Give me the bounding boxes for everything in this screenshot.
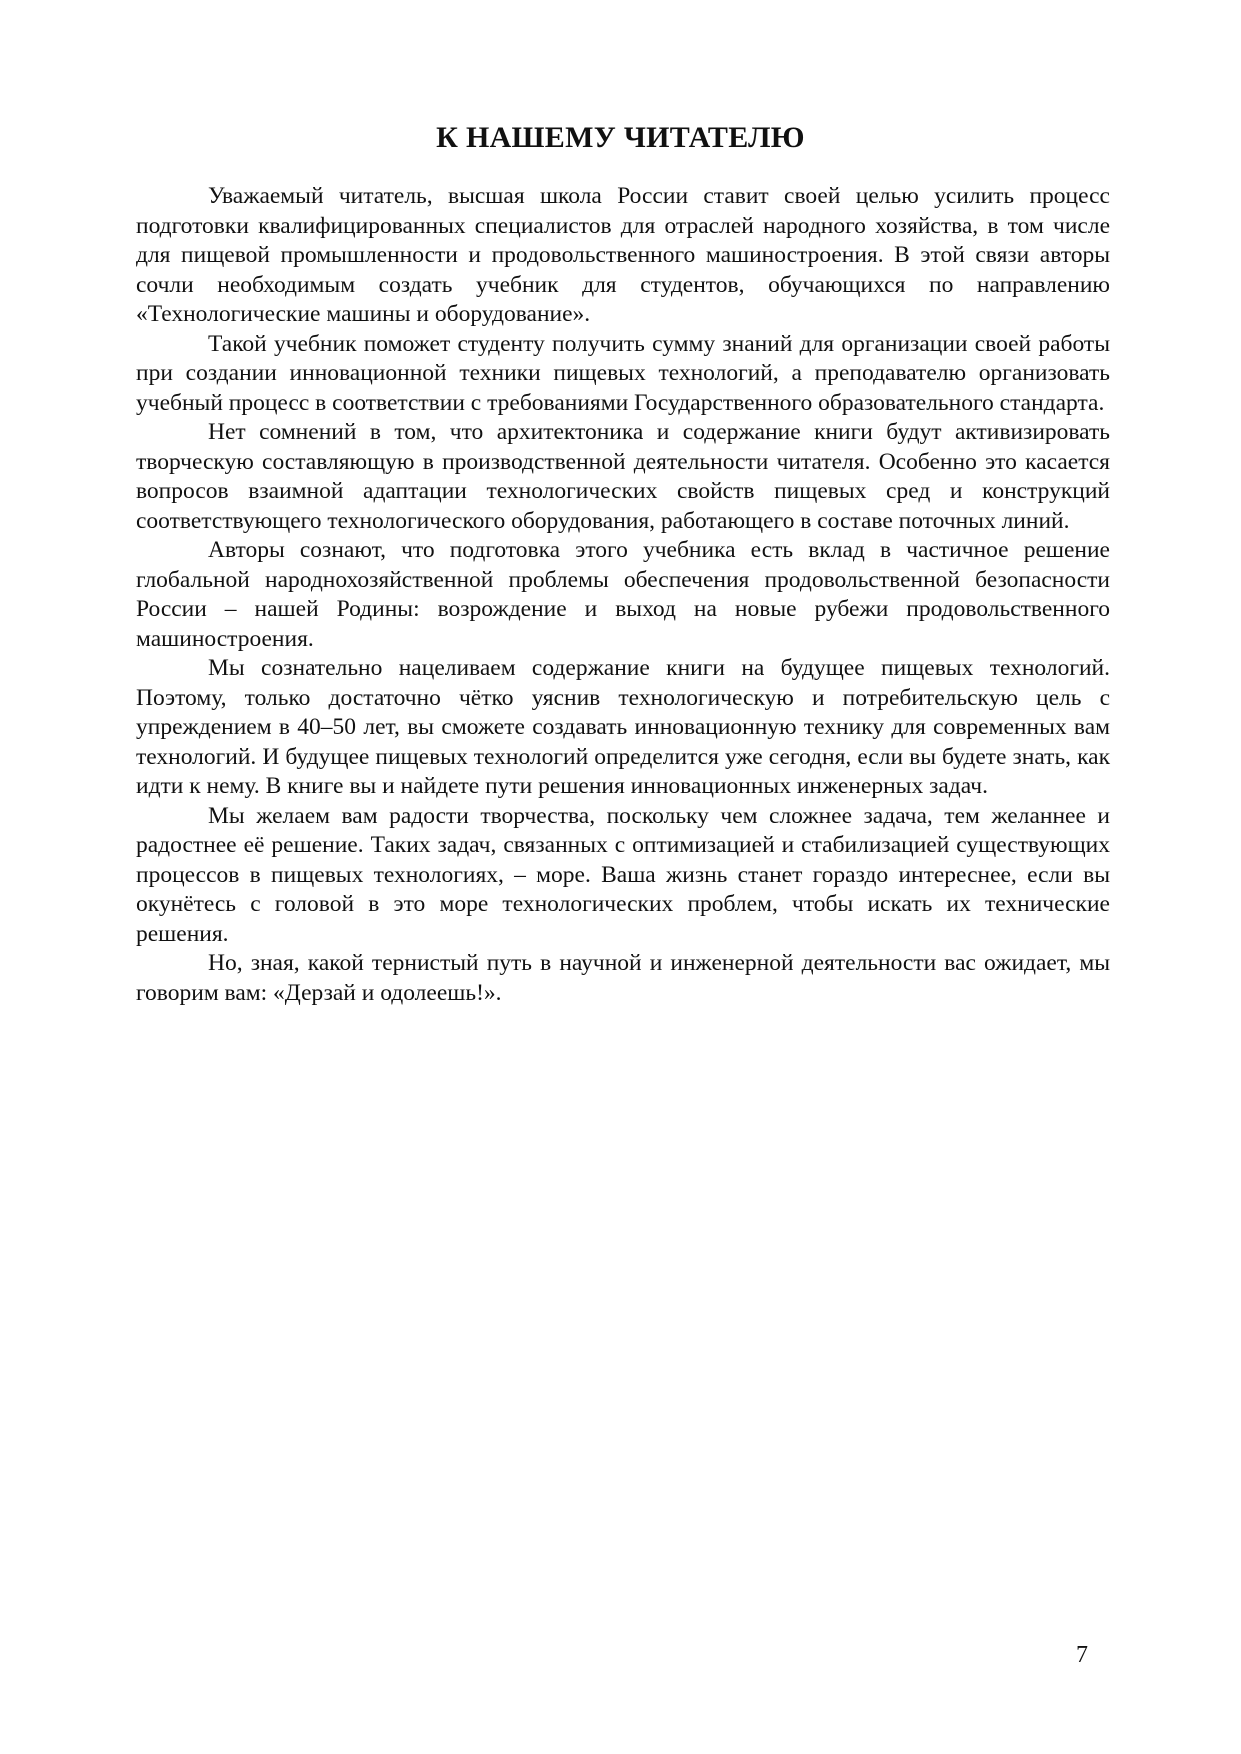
paragraph-5: Мы сознательно нацеливаем содержание книги на будущее пищевых технологий. Поэтому, только достаточно чётко уяснив технологическую и потребительскую цель с упреждением в 40–50 лет, вы сможете создавать инновационную технику для современных вам технологий. И будущее пищевых технологий определится уже сегодня, если вы будете знать, как идти к нему. В книге вы и найдете пути решения инновационных инженерных задач.	[136, 655, 1110, 799]
page-number: 7	[1076, 1642, 1088, 1668]
paragraph-4: Авторы сознают, что подготовка этого учебника есть вклад в частичное решение глобальной народнохозяйственной проблемы обеспечения продовольственной безопасности России – нашей Родины: возрождение и выход на новые рубежи продовольственного машиностроения.	[136, 537, 1110, 652]
paragraph-6: Мы желаем вам радости творчества, поскольку чем сложнее задача, тем желаннее и радостнее её решение. Таких задач, связанных с оптимизацией и стабилизацией существующих процессов в пищевых технологиях, – море. Ваша жизнь станет гораздо интереснее, если вы окунётесь с головой в это море технологических проблем, чтобы искать их технические решения.	[136, 802, 1110, 947]
paragraph-2: Такой учебник поможет студенту получить сумму знаний для организации своей работы при создании инновационной техники пищевых технологий, а преподавателю организовать учебный процесс в соответствии с требованиями Государственного образовательного стандарта.	[136, 330, 1110, 416]
paragraph-1: Уважаемый читатель, высшая школа России ставит своей целью усилить процесс подготовки квалифицированных специалистов для отраслей народного хозяйства, в том числе для пищевой промышленности и продовольственного машиностроения. В этой связи авторы сочли необходимым создать учебник для студентов, обучающихся по направлению «Технологические машины и оборудование».	[136, 183, 1110, 327]
paragraph-3: Нет сомнений в том, что архитектоника и содержание книги будут активизировать творческую составляющую в производственной деятельности читателя. Особенно это касается вопросов взаимной адаптации технологических свойств пищевых сред и конструкций соответствующего технологического оборудования, работающего в составе поточных линий.	[136, 419, 1110, 534]
page-title: К НАШЕМУ ЧИТАТЕЛЮ	[436, 121, 805, 154]
paragraph-7: Но, зная, какой тернистый путь в научной и инженерной деятельности вас ожидает, мы говорим вам: «Дерзай и одолеешь!».	[136, 950, 1110, 1006]
body-text	[136, 182, 1110, 1008]
